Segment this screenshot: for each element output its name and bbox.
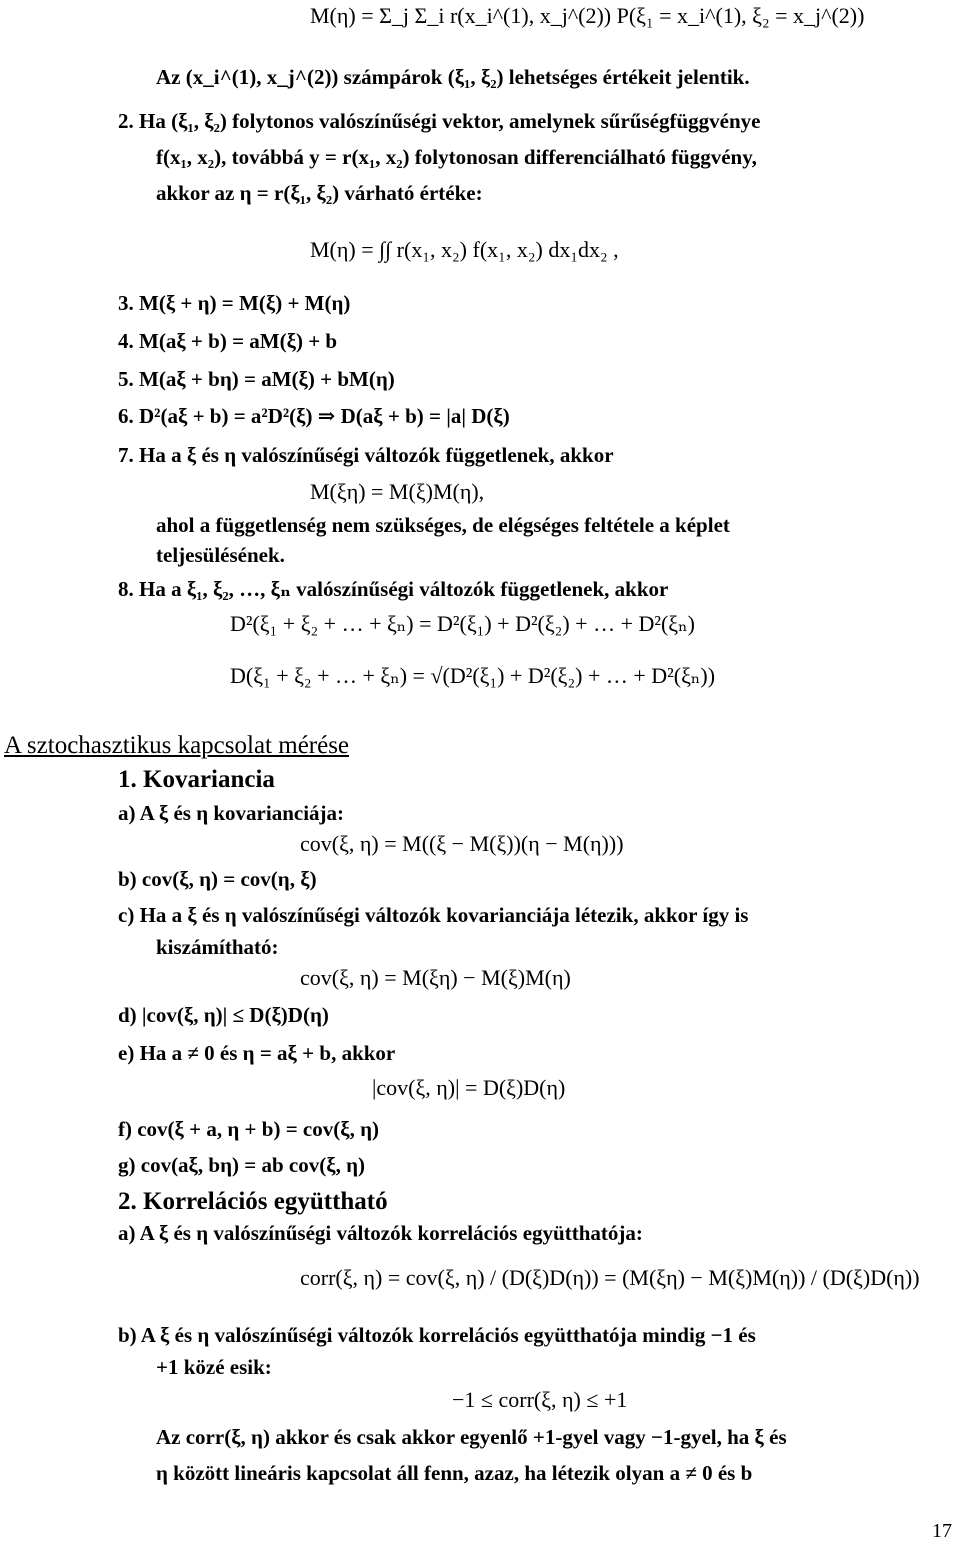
formula-line: cov(ξ, η) = M((ξ − M(ξ))(η − M(η)))	[300, 831, 624, 856]
text-line: b) cov(ξ, η) = cov(η, ξ)	[118, 867, 317, 891]
text-line: 2. Ha (ξ₁, ξ₂) folytonos valószínűségi vektor, amelynek sűrűségfüggvénye	[118, 109, 761, 133]
text-line: 7. Ha a ξ és η valószínűségi változók függetlenek, akkor	[118, 443, 614, 467]
text-line: 1. Kovariancia	[118, 766, 275, 793]
formula-line: D(ξ₁ + ξ₂ + … + ξₙ) = √(D²(ξ₁) + D²(ξ₂) + … + D²(ξₙ))	[230, 663, 716, 688]
text-line: f(x₁, x₂), továbbá y = r(x₁, x₂) folytonosan differenciálható függvény,	[156, 145, 757, 169]
formula-line: corr(ξ, η) = cov(ξ, η) / (D(ξ)D(η)) = (M(ξη) − M(ξ)M(η)) / (D(ξ)D(η))	[300, 1265, 920, 1290]
text-line: Az corr(ξ, η) akkor és csak akkor egyenlő +1-gyel vagy −1-gyel, ha ξ és	[156, 1425, 787, 1449]
formula-line: −1 ≤ corr(ξ, η) ≤ +1	[452, 1387, 628, 1412]
formula-line: M(ξη) = M(ξ)M(η),	[310, 479, 485, 504]
text-line: ahol a függetlenség nem szükséges, de elégséges feltétele a képlet	[156, 513, 730, 537]
text-line: g) cov(aξ, bη) = ab cov(ξ, η)	[118, 1153, 366, 1177]
page-number: 17	[932, 1520, 952, 1542]
text-line: d) |cov(ξ, η)| ≤ D(ξ)D(η)	[118, 1003, 329, 1027]
text-line: f) cov(ξ + a, η + b) = cov(ξ, η)	[118, 1117, 380, 1141]
text-line: +1 közé esik:	[156, 1355, 272, 1379]
text-line: 5. M(aξ + bη) = aM(ξ) + bM(η)	[118, 367, 395, 391]
text-line: 6. D²(aξ + b) = a²D²(ξ) ⇒ D(aξ + b) = |a| D(ξ)	[118, 404, 510, 428]
text-line: 8. Ha a ξ₁, ξ₂, …, ξₙ valószínűségi változók függetlenek, akkor	[118, 577, 669, 601]
text-line: η között lineáris kapcsolat áll fenn, azaz, ha létezik olyan a ≠ 0 és b	[156, 1461, 753, 1485]
text-line: akkor az η = r(ξ₁, ξ₂) várható értéke:	[156, 181, 483, 205]
text-line: 2. Korrelációs együttható	[118, 1188, 388, 1215]
text-line: 4. M(aξ + b) = aM(ξ) + b	[118, 329, 338, 353]
text-line: c) Ha a ξ és η valószínűségi változók kovarianciája létezik, akkor így is	[118, 903, 749, 927]
text-line: b) A ξ és η valószínűségi változók korrelációs együtthatója mindig −1 és	[118, 1323, 756, 1347]
text-line: Az (x_i^(1), x_j^(2)) számpárok (ξ₁, ξ₂) lehetséges értékeit jelentik.	[156, 65, 750, 89]
formula-line: D²(ξ₁ + ξ₂ + … + ξₙ) = D²(ξ₁) + D²(ξ₂) + … + D²(ξₙ)	[230, 611, 695, 636]
formula-line: M(η) = ∫∫ r(x₁, x₂) f(x₁, x₂) dx₁dx₂ ,	[310, 237, 619, 262]
formula-line: cov(ξ, η) = M(ξη) − M(ξ)M(η)	[300, 965, 571, 990]
text-line: kiszámítható:	[156, 935, 279, 959]
text-line: 3. M(ξ + η) = M(ξ) + M(η)	[118, 291, 351, 315]
formula-line: |cov(ξ, η)| = D(ξ)D(η)	[372, 1075, 566, 1100]
text-line: a) A ξ és η kovarianciája:	[118, 801, 345, 825]
section-heading: A sztochasztikus kapcsolat mérése	[4, 732, 350, 759]
formula-line: M(η) = Σ_j Σ_i r(x_i^(1), x_j^(2)) P(ξ₁ = x_i^(1), ξ₂ = x_j^(2))	[310, 3, 865, 28]
text-line: e) Ha a ≠ 0 és η = aξ + b, akkor	[118, 1041, 396, 1065]
text-line: teljesülésének.	[156, 543, 285, 567]
text-line: a) A ξ és η valószínűségi változók korrelációs együtthatója:	[118, 1221, 643, 1245]
